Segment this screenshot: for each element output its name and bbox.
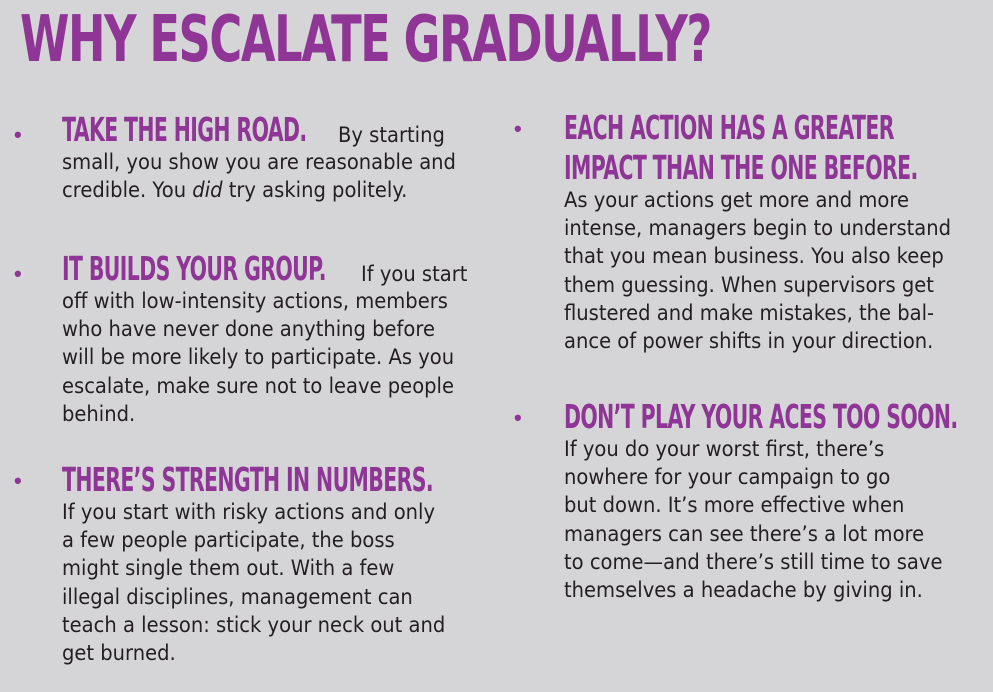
item-heading: TAKE THE HIGH ROAD.	[62, 110, 307, 149]
body-line: small, you show you are reasonable and	[62, 150, 456, 174]
body-line: teach a lesson: stick your neck out and	[62, 612, 446, 637]
item-body	[564, 435, 955, 604]
body-line: managers can see there’s a lot more	[564, 521, 925, 546]
item-heading: EACH ACTION HAS A GREATER	[564, 108, 894, 147]
page-title: WHY ESCALATE GRADUALLY?	[20, 3, 712, 77]
body-line: If you do your worst first, there’s	[564, 437, 885, 461]
body-line: will be more likely to participate. As you	[62, 345, 455, 370]
body-line: behind.	[62, 401, 136, 426]
body-line: escalate, make sure not to leave people	[62, 373, 454, 398]
item-body	[62, 287, 462, 428]
body-line: illegal disciplines, management can	[62, 584, 413, 609]
emphasis-text: did	[192, 178, 223, 203]
body-line: If you start with risky actions and only	[62, 500, 436, 524]
bullet-icon: •	[14, 468, 22, 493]
body-line: might single them out. With a few	[62, 556, 395, 581]
item-run-in-text: By starting	[338, 123, 445, 147]
item-body	[62, 148, 462, 204]
bullet-icon: •	[14, 122, 22, 147]
body-line: who have never done anything before	[62, 317, 435, 342]
body-line: off with low-intensity actions, members	[62, 289, 448, 313]
body-line: As your actions get more and more	[564, 188, 909, 212]
body-line: them guessing. When supervisors get	[564, 272, 934, 297]
body-line: that you mean business. You also keep	[564, 244, 944, 269]
item-heading: IMPACT THAN THE ONE BEFORE.	[564, 148, 918, 187]
item-heading: THERE’S STRENGTH IN NUMBERS.	[62, 460, 434, 499]
body-line: flustered and make mistakes, the bal-	[564, 300, 935, 325]
body-line: to come—and there’s still time to save	[564, 549, 943, 574]
body-line: nowhere for your campaign to go	[564, 465, 891, 490]
body-line: themselves a headache by giving in.	[564, 578, 923, 603]
body-line: a few people participate, the boss	[62, 528, 395, 553]
body-line: but down. It’s more effective when	[564, 493, 905, 518]
item-body	[564, 186, 955, 355]
body-line-text: credible. You	[62, 178, 193, 203]
body-line: ance of power shifts in your direction.	[564, 329, 934, 354]
bullet-icon: •	[514, 405, 522, 430]
body-line: intense, managers begin to understand	[564, 216, 952, 241]
item-run-in-text: If you start	[361, 262, 468, 286]
body-line: get burned.	[62, 641, 176, 666]
item-heading: IT BUILDS YOUR GROUP.	[62, 249, 326, 288]
body-line	[62, 176, 462, 204]
bullet-icon: •	[14, 261, 22, 286]
item-body	[62, 498, 462, 667]
bullet-icon: •	[514, 116, 522, 141]
body-line-text: try asking politely.	[222, 178, 408, 203]
item-heading: DON’T PLAY YOUR ACES TOO SOON.	[564, 397, 958, 436]
